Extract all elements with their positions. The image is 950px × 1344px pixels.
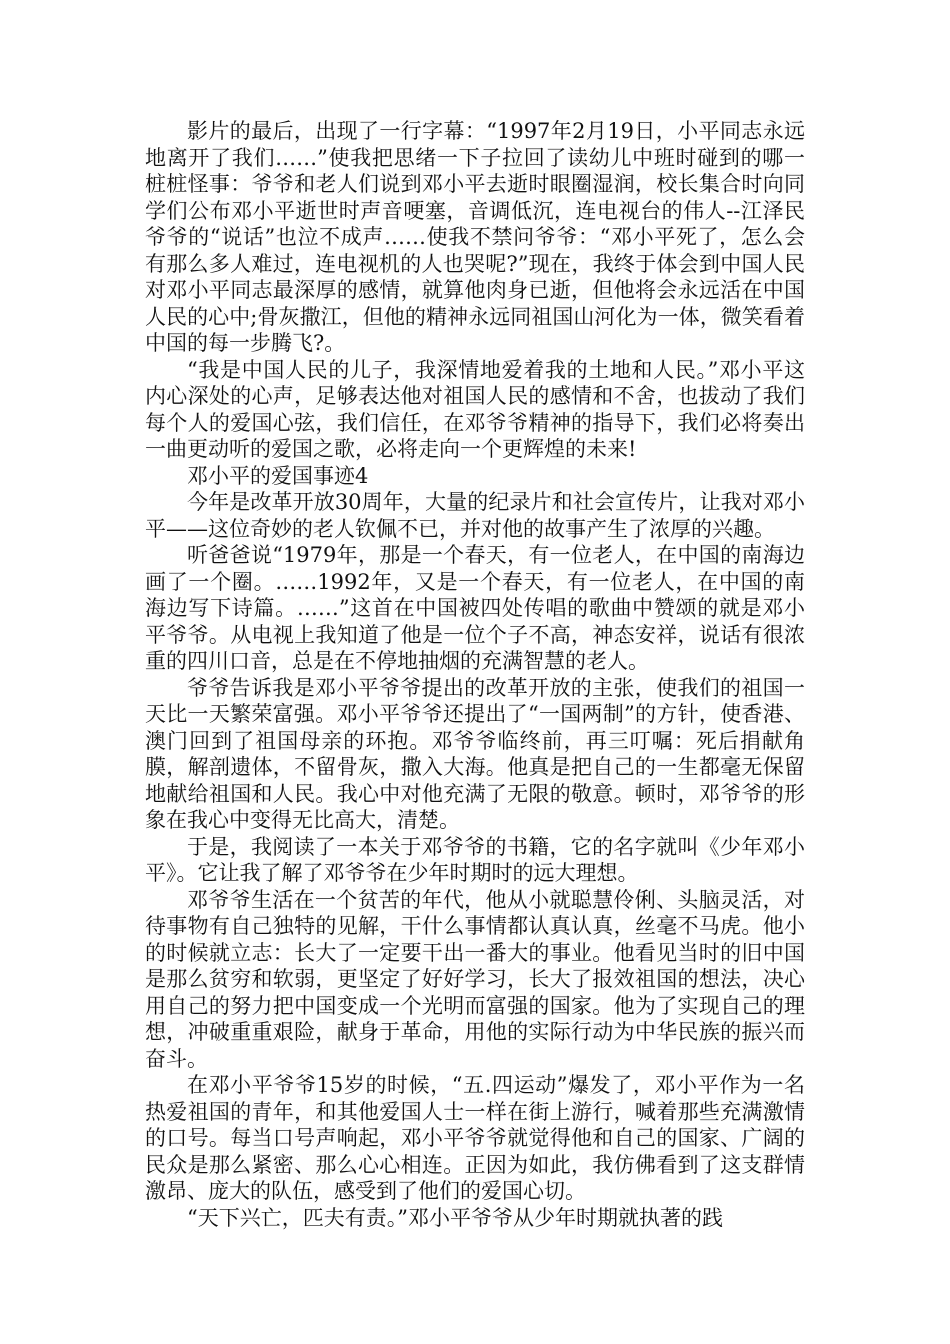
paragraph-childhood: 邓爷爷生活在一个贫苦的年代，他从小就聪慧伶俐、头脑灵活，对待事物有自己独特的见解，干什么事情都认真认真，丝毫不马虎。他小的时候就立志：长大了一定要干出一番大的事业。他看见当时的旧中国是那么贫穷和软弱，更坚定了好好学习，长大了报效祖国的想法，决心用自己的努力把中国变成一个光明而富强的国家。他为了实现自己的理想，冲破重重艰险，献身于革命，用他的实际行动为中华民族的振兴而奋斗。 [145,887,805,1071]
paragraph-film-ending: 影片的最后，出现了一行字幕：“1997年2月19日，小平同志永远地离开了我们……”使我把思绪一下子拉回了读幼儿中班时碰到的哪一桩桩怪事：爷爷和老人们说到邓小平去逝时眼圈湿润，校长集合时向同学们公布邓小平逝世时声音哽塞，音调低沉，连电视台的伟人--江泽民爷爷的“说话”也泣不成声……使我不禁问爷爷：“邓小平死了，怎么会有那么多人难过，连电视机的人也哭呢?”现在，我终于体会到中国人民对邓小平同志最深厚的感情，就算他肉身已逝，但他将会永远活在中国人民的心中;骨灰撒江，但他的精神永远同祖国山河化为一体，微笑看着中国的每一步腾飞?。 [145,119,805,355]
paragraph-grandpa-told: 爷爷告诉我是邓小平爷爷提出的改革开放的主张，使我们的祖国一天比一天繁荣富强。邓小平爷爷还提出了“一国两制”的方针，使香港、澳门回到了祖国母亲的环抱。邓爷爷临终前，再三叮嘱：死后捐献角膜，解剖遗体，不留骨灰，撒入大海。他真是把自己的一生都毫无保留地献给祖国和人民。我心中对他充满了无限的敬意。顿时，邓爷爷的形象在我心中变得无比高大，清楚。 [145,675,805,832]
section-heading: 邓小平的爱国事迹4 [187,463,369,488]
paragraph-read-book: 于是，我阅读了一本关于邓爷爷的书籍，它的名字就叫《少年邓小平》。它让我了解了邓爷爷在少年时期时的远大理想。 [145,834,805,885]
paragraph-may-fourth: 在邓小平爷爷15岁的时候，“五.四运动”爆发了，邓小平作为一名热爱祖国的青年，和其他爱国人士一样在街上游行，喊着那些充满激情的口号。每当口号声响起，邓小平爷爷就觉得他和自己的国家、广阔的民众是那么紧密、那么心心相连。正因为如此，我仿佛看到了这支群情激昂、庞大的队伍，感受到了他们的爱国心切。 [145,1073,805,1203]
paragraph-father-said: 听爸爸说“1979年，那是一个春天，有一位老人，在中国的南海边画了一个圈。……1992年，又是一个春天，有一位老人，在中国的南海边写下诗篇。……”这首在中国被四处传唱的歌曲中赞颂的就是邓小平爷爷。从电视上我知道了他是一位个子不高，神态安祥，说话有很浓重的四川口音，总是在不停地抽烟的充满智慧的老人。 [145,543,805,673]
document-body [145,118,805,1231]
paragraph-reform-30-years: 今年是改革开放30周年，大量的纪录片和社会宣传片，让我对邓小平——这位奇妙的老人钦佩不已，并对他的故事产生了浓厚的兴趣。 [145,490,805,541]
paragraph-quote-son-of-people: “我是中国人民的儿子，我深情地爱着我的土地和人民。”邓小平这内心深处的心声，足够表达他对祖国人民的感情和不舍，也拔动了我们每个人的爱国心弦，我们信任，在邓爷爷精神的指导下，我们必将奏出一曲更动听的爱国之歌，必将走向一个更辉煌的未来! [145,357,805,461]
paragraph-duty: “天下兴亡，匹夫有责。”邓小平爷爷从少年时期就执著的践 [187,1205,723,1230]
